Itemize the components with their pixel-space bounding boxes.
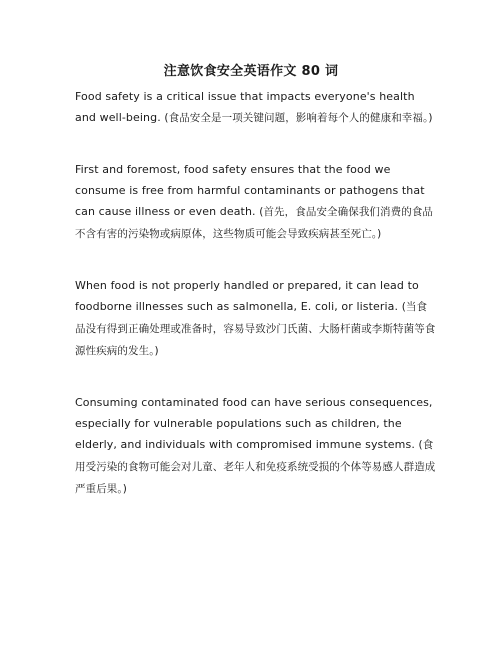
paragraph-4-english: Consuming contaminated food can have serious consequences, especially for vulnerable populations such as children, the elderly, and individuals with compromised immune systems. [75,396,433,451]
paragraph-3-english: When food is not properly handled or prepared, it can lead to foodborne illnesses such as salmonella, E. coli, or listeria. [75,279,419,313]
paragraph-2 [75,159,437,245]
paragraph-4-chinese: (食用受污染的食物可能会对儿童、老年人和免疫系统受损的个体等易感人群造成严重后果。) [75,439,436,495]
paragraph-2-english: First and foremost, food safety ensures that the food we consume is free from harmful contaminants or pathogens that can cause illness or even death. [75,163,425,218]
paragraph-1 [75,86,437,129]
paragraph-3 [75,275,437,362]
document-title: 注意饮食安全英语作文 80 词 [163,64,339,79]
paragraph-3-chinese: (当食品没有得到正确处理或准备时，容易导致沙门氏菌、大肠杆菌或李斯特菌等食源性疾病的发生。) [75,301,436,357]
paragraph-2-chinese: (首先，食品安全确保我们消费的食品不含有害的污染物或病原体，这些物质可能会导致疾病甚至死亡。) [75,206,434,240]
paragraph-1-english: Food safety is a critical issue that impacts everyone's health and well-being. [75,90,415,124]
paragraph-4 [75,392,437,500]
paragraph-1-chinese: (食品安全是一项关键问题，影响着每个人的健康和幸福。) [164,112,433,124]
document-body [75,86,437,530]
